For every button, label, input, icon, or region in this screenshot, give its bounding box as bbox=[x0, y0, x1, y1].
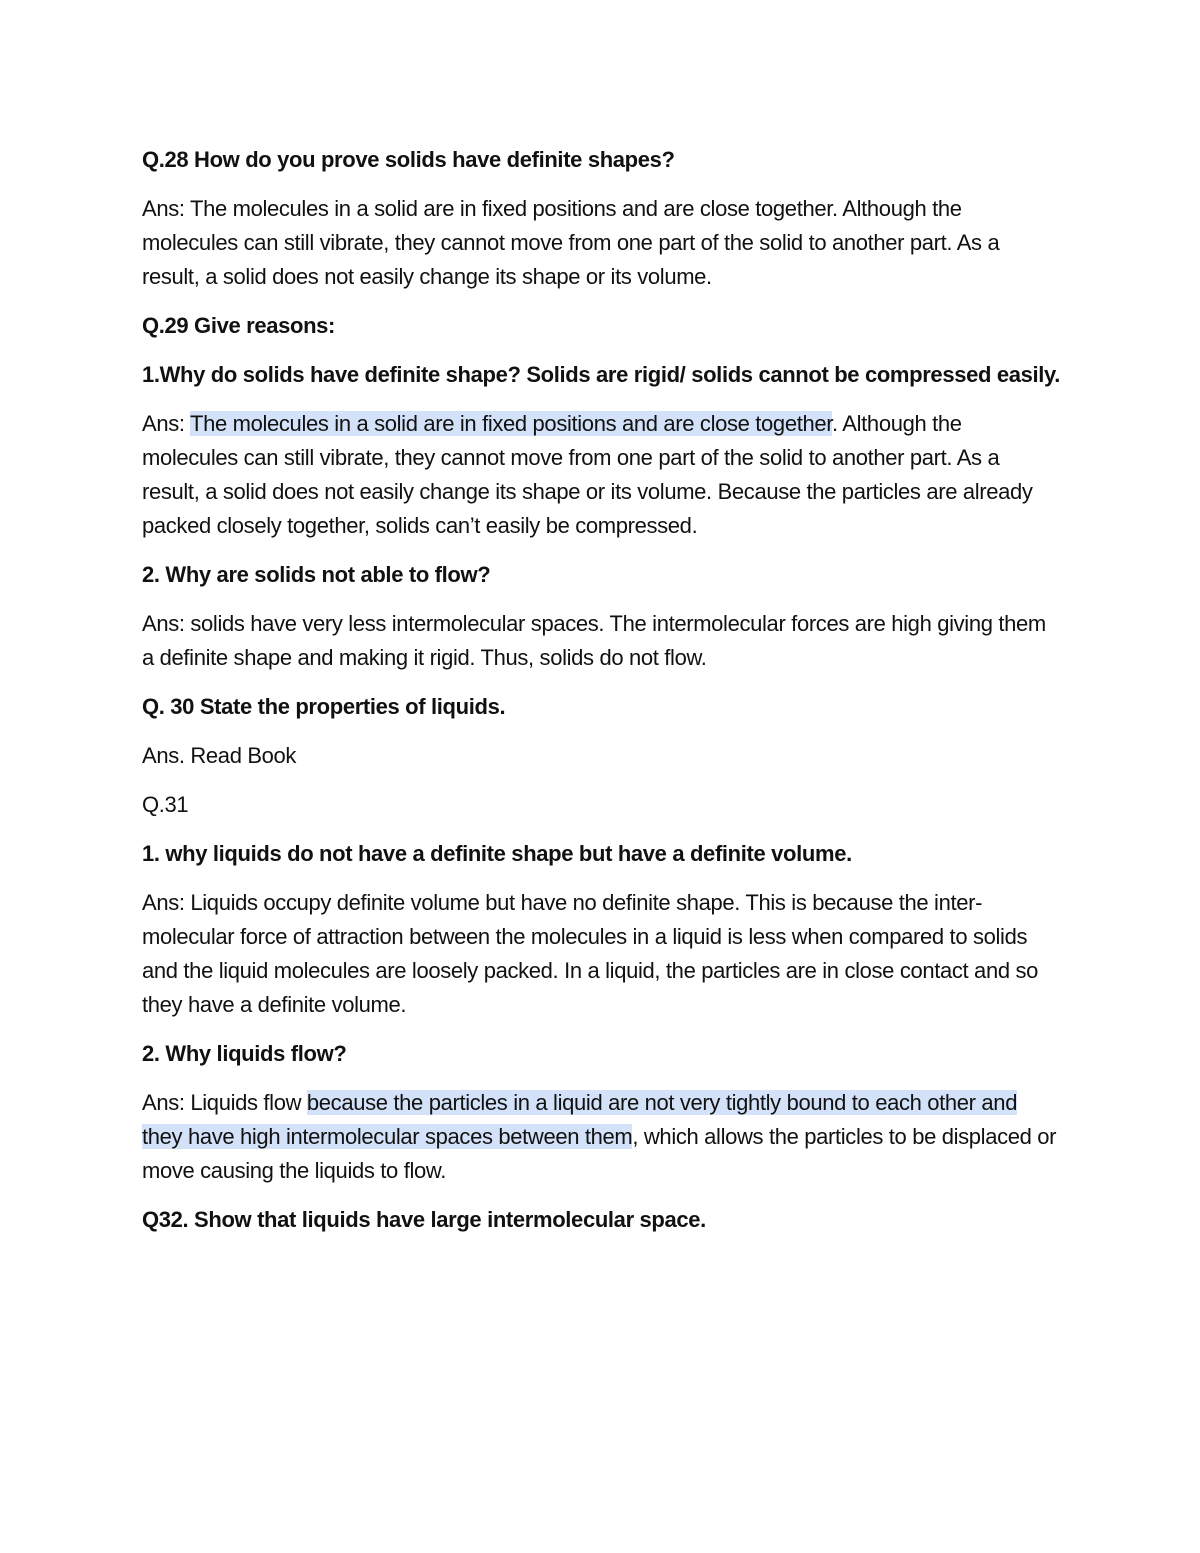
answer-text: . Although the molecules can still vibrate, they cannot move from one part of the solid to another part. As a result, a solid does not easily change its shape or its volume. Because the particles are already packed closely together, solids can’t easily be compressed. bbox=[142, 411, 1033, 538]
question-31-heading: Q.31 bbox=[142, 792, 189, 817]
answer-31-part-1: Ans: Liquids occupy definite volume but have no definite shape. This is because the inter-molecular force of attraction between the molecules in a liquid is less when compared to solids and the liquid molecules are loosely packed. In a liquid, the particles are in close contact and so they have a definite volume. bbox=[142, 890, 1039, 1017]
question-29-heading: Q.29 Give reasons: bbox=[142, 313, 336, 338]
answer-29-part-2: Ans: solids have very less intermolecular spaces. The intermolecular forces are high giving them a definite shape and making it rigid. Thus, solids do not flow. bbox=[142, 611, 1046, 670]
highlighted-text: The molecules in a solid are in fixed positions and are close together bbox=[190, 411, 832, 436]
highlighted-text: because the particles in a liquid are not very tightly bound to each other and they have high intermolecular spaces between them bbox=[142, 1090, 1018, 1149]
question-31-part-2: 2. Why liquids flow? bbox=[142, 1041, 347, 1066]
answer-29-part-1 bbox=[142, 407, 1062, 543]
answer-31-part-2 bbox=[142, 1086, 1062, 1188]
document-page bbox=[142, 143, 1062, 1252]
answer-text: , which allows the particles to be displaced or move causing the liquids to flow. bbox=[142, 1124, 1057, 1183]
answer-prefix: Ans: bbox=[142, 411, 190, 436]
question-31-part-1: 1. why liquids do not have a definite shape but have a definite volume. bbox=[142, 841, 852, 866]
question-29-part-1: 1.Why do solids have definite shape? Solids are rigid/ solids cannot be compressed easily. bbox=[142, 362, 1061, 387]
question-28: Q.28 How do you prove solids have definite shapes? bbox=[142, 147, 675, 172]
question-32: Q32. Show that liquids have large intermolecular space. bbox=[142, 1207, 706, 1232]
answer-prefix: Ans: Liquids flow bbox=[142, 1090, 307, 1115]
question-29-part-2: 2. Why are solids not able to flow? bbox=[142, 562, 491, 587]
answer-28: Ans: The molecules in a solid are in fixed positions and are close together. Although the molecules can still vibrate, they cannot move from one part of the solid to another part. As a result, a solid does not easily change its shape or its volume. bbox=[142, 196, 1000, 289]
answer-30: Ans. Read Book bbox=[142, 743, 297, 768]
question-30: Q. 30 State the properties of liquids. bbox=[142, 694, 506, 719]
